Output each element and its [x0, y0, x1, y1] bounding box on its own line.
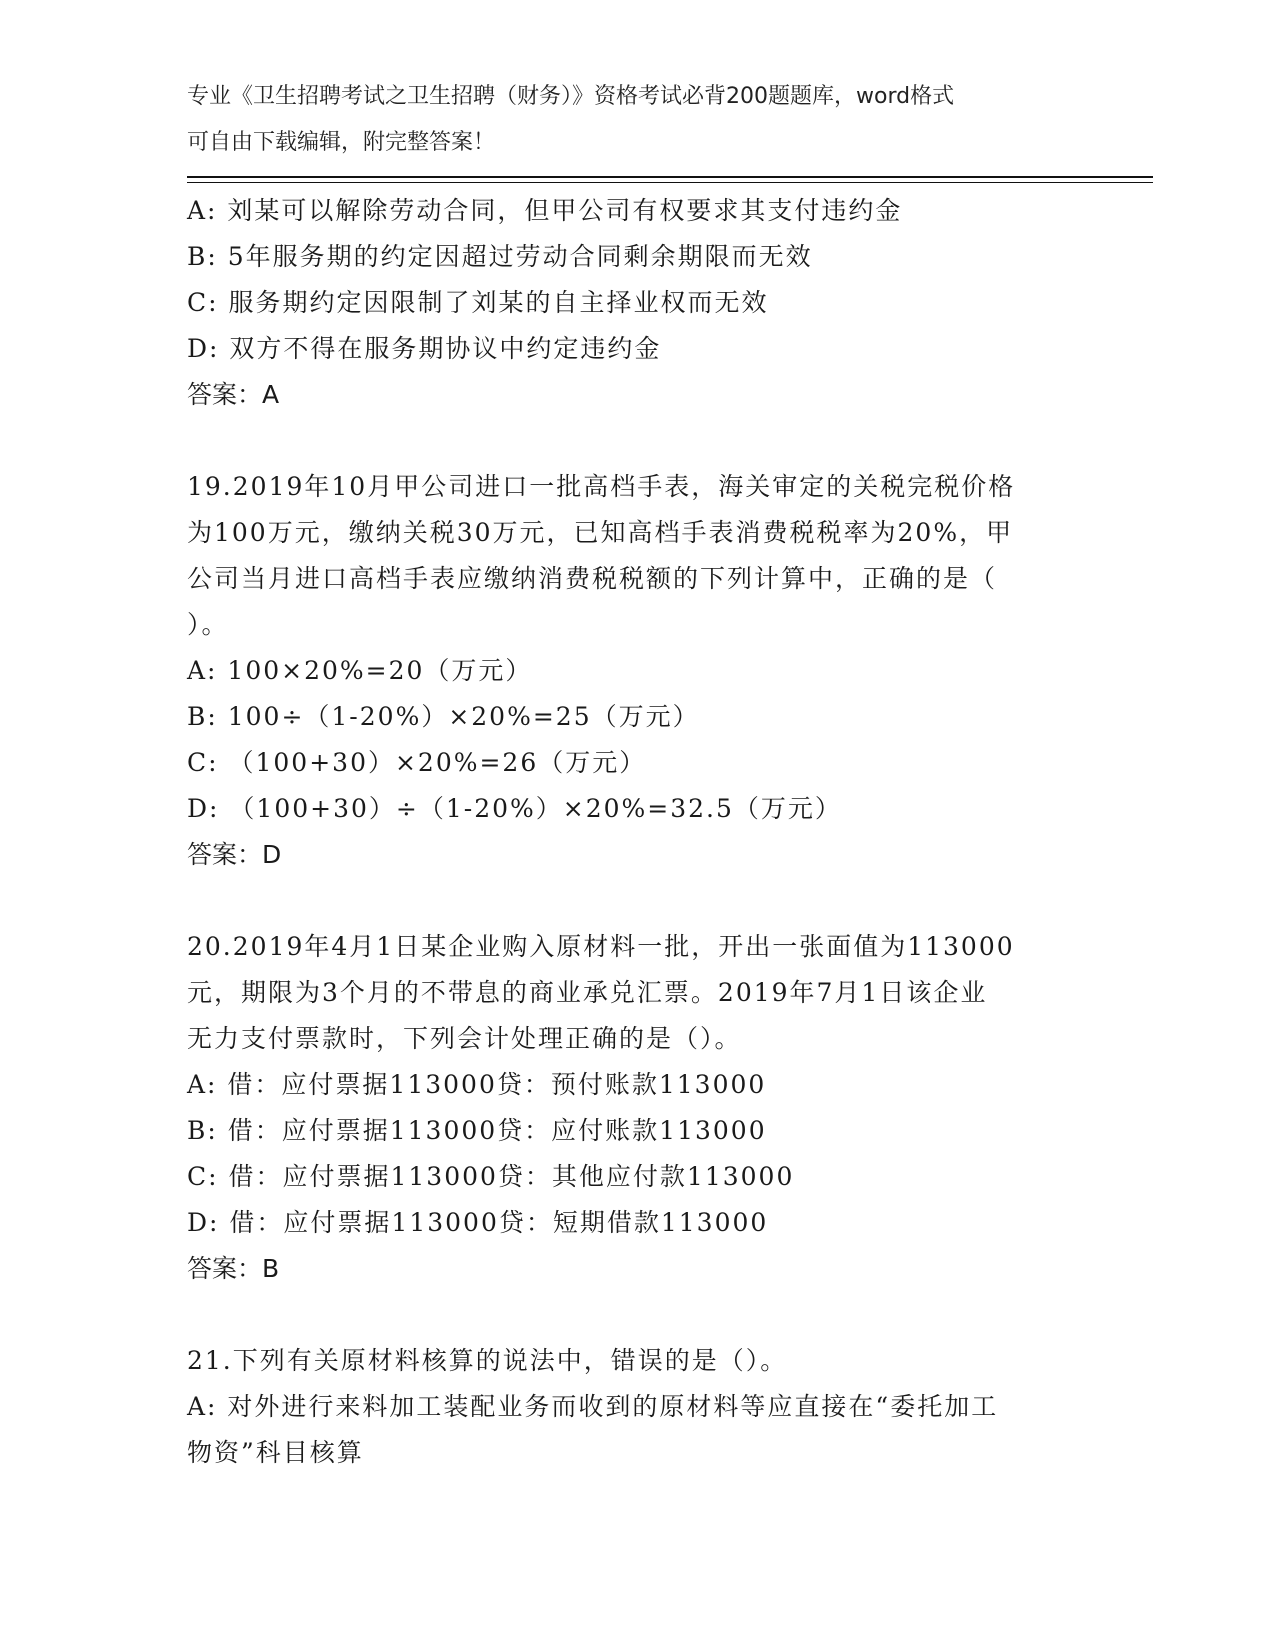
q18-option-c: C: 服务期约定因限制了刘某的自主择业权而无效	[187, 288, 769, 317]
question-21	[187, 1338, 1077, 1476]
q20-option-a: A: 借：应付票据113000贷：预付账款113000	[187, 1070, 767, 1099]
q19-option-a: A: 100×20%=20（万元）	[187, 656, 533, 685]
q21-option-a-line-1: A: 对外进行来料加工装配业务而收到的原材料等应直接在“委托加工	[187, 1392, 999, 1421]
header-line-2: 可自由下载编辑，附完整答案！	[187, 130, 496, 155]
q18-option-a: A: 刘某可以解除劳动合同，但甲公司有权要求其支付违约金	[187, 196, 903, 225]
q19-option-b: B: 100÷（1-20%）×20%=25（万元）	[187, 702, 700, 731]
q18-option-b: B: 5年服务期的约定因超过劳动合同剩余期限而无效	[187, 242, 813, 271]
q19-option-d: D: （100+30）÷（1-20%）×20%=32.5（万元）	[187, 794, 842, 823]
header-divider-thick	[187, 176, 1153, 178]
q19-answer: 答案：D	[187, 840, 282, 869]
q20-option-b: B: 借：应付票据113000贷：应付账款113000	[187, 1116, 767, 1145]
q20-stem-line-1: 20.2019年4月1日某企业购入原材料一批，开出一张面值为113000	[187, 932, 1015, 961]
document-header	[187, 74, 1067, 166]
spacer	[187, 878, 1077, 924]
question-18	[187, 188, 1077, 418]
q19-stem-line-1: 19.2019年10月甲公司进口一批高档手表，海关审定的关税完税价格	[187, 472, 1016, 501]
document-body	[187, 188, 1077, 1476]
q20-stem-line-3: 无力支付票款时，下列会计处理正确的是（）。	[187, 1024, 742, 1053]
header-divider-thin	[187, 182, 1153, 183]
spacer	[187, 418, 1077, 464]
spacer	[187, 1292, 1077, 1338]
q19-stem-line-3: 公司当月进口高档手表应缴纳消费税税额的下列计算中，正确的是（	[187, 564, 998, 593]
question-20	[187, 924, 1077, 1292]
q20-option-c: C: 借：应付票据113000贷：其他应付款113000	[187, 1162, 795, 1191]
q18-option-d: D: 双方不得在服务期协议中约定违约金	[187, 334, 662, 363]
q19-stem-line-2: 为100万元，缴纳关税30万元，已知高档手表消费税税率为20%，甲	[187, 518, 1014, 547]
header-line-1: 专业《卫生招聘考试之卫生招聘（财务）》资格考试必背200题题库，word格式	[187, 84, 955, 109]
q18-answer: 答案：A	[187, 380, 280, 409]
q19-option-c: C: （100+30）×20%=26（万元）	[187, 748, 647, 777]
question-19	[187, 464, 1077, 878]
q20-option-d: D: 借：应付票据113000贷：短期借款113000	[187, 1208, 769, 1237]
q20-stem-line-2: 元，期限为3个月的不带息的商业承兑汇票。2019年7月1日该企业	[187, 978, 988, 1007]
q21-option-a-line-2: 物资”科目核算	[187, 1438, 364, 1467]
q20-answer: 答案：B	[187, 1254, 280, 1283]
q19-stem-line-4: ）。	[187, 610, 229, 639]
q21-stem-line-1: 21.下列有关原材料核算的说法中，错误的是（）。	[187, 1346, 788, 1375]
